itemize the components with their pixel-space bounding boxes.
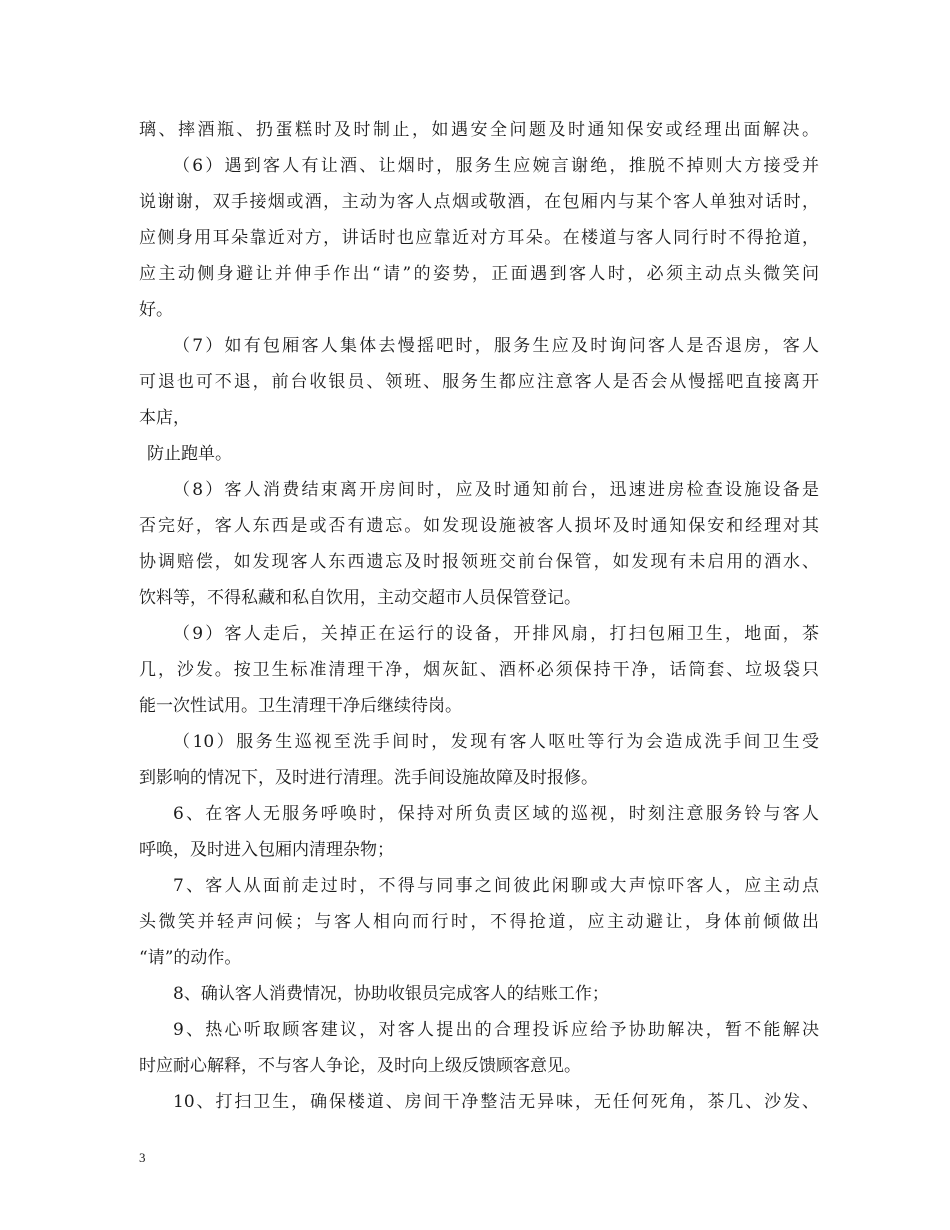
text-line: 本店， [139, 408, 190, 428]
text-line: 9、热心听取顾客建议，对客人提出的合理投诉应给予协助解决，暂不能解决 [173, 1020, 819, 1040]
text-line: （8）客人消费结束离开房间时，应及时通知前台，迅速进房检查设施设备是 [173, 480, 819, 500]
text-line: 应主动侧身避让并伸手作出“请”的姿势，正面遇到客人时，必须主动点头微笑问 [139, 264, 819, 284]
text-line: 6、在客人无服务呼唤时，保持对所负责区域的巡视，时刻注意服务铃与客人 [173, 804, 819, 824]
text-line: 应侧身用耳朵靠近对方，讲话时也应靠近对方耳朵。在楼道与客人同行时不得抢道， [139, 228, 819, 248]
text-line: “请”的动作。 [139, 948, 242, 968]
text-line: 饮料等，不得私藏和私自饮用，主动交超市人员保管登记。 [139, 588, 581, 608]
text-line: 协调赔偿，如发现客人东西遗忘及时报领班交前台保管，如发现有未启用的酒水、 [139, 552, 819, 572]
text-line: 几，沙发。按卫生标准清理干净，烟灰缸、酒杯必须保持干净，话筒套、垃圾袋只 [139, 660, 819, 680]
text-line: 说谢谢，双手接烟或酒，主动为客人点烟或敬酒，在包厢内与某个客人单独对话时， [139, 192, 819, 212]
text-line: （7）如有包厢客人集体去慢摇吧时，服务生应及时询问客人是否退房，客人 [173, 336, 819, 356]
text-line: 时应耐心解释，不与客人争论，及时向上级反馈顾客意见。 [139, 1056, 581, 1076]
text-line: 7、客人从面前走过时，不得与同事之间彼此闲聊或大声惊吓客人，应主动点 [173, 876, 819, 896]
text-line: 到影响的情况下，及时进行清理。洗手间设施故障及时报修。 [139, 768, 598, 788]
body-text [139, 112, 819, 1120]
text-line: 呼唤，及时进入包厢内清理杂物； [139, 840, 394, 860]
text-line: 头微笑并轻声问候；与客人相向而行时，不得抢道，应主动避让，身体前倾做出 [139, 912, 819, 932]
text-line: 8、确认客人消费情况，协助收银员完成客人的结账工作； [173, 984, 609, 1004]
text-line: （10）服务生巡视至洗手间时，发现有客人呕吐等行为会造成洗手间卫生受 [173, 732, 819, 752]
text-line: 好。 [139, 300, 173, 320]
text-line: （6）遇到客人有让酒、让烟时，服务生应婉言谢绝，推脱不掉则大方接受并 [173, 156, 819, 176]
text-line: （9）客人走后，关掉正在运行的设备，开排风扇，打扫包厢卫生，地面，茶 [173, 624, 819, 644]
text-line: 能一次性试用。卫生清理干净后继续待岗。 [139, 696, 462, 716]
text-line: 防止跑单。 [147, 444, 232, 464]
text-line: 10、打扫卫生，确保楼道、房间干净整洁无异味，无任何死角，茶几、沙发、 [173, 1092, 819, 1112]
page-number: 3 [139, 1150, 146, 1165]
text-line: 璃、摔酒瓶、扔蛋糕时及时制止，如遇安全问题及时通知保安或经理出面解决。 [139, 120, 819, 140]
text-line: 否完好，客人东西是或否有遗忘。如发现设施被客人损坏及时通知保安和经理对其 [139, 516, 819, 536]
text-line: 可退也可不退，前台收银员、领班、服务生都应注意客人是否会从慢摇吧直接离开 [139, 372, 819, 392]
